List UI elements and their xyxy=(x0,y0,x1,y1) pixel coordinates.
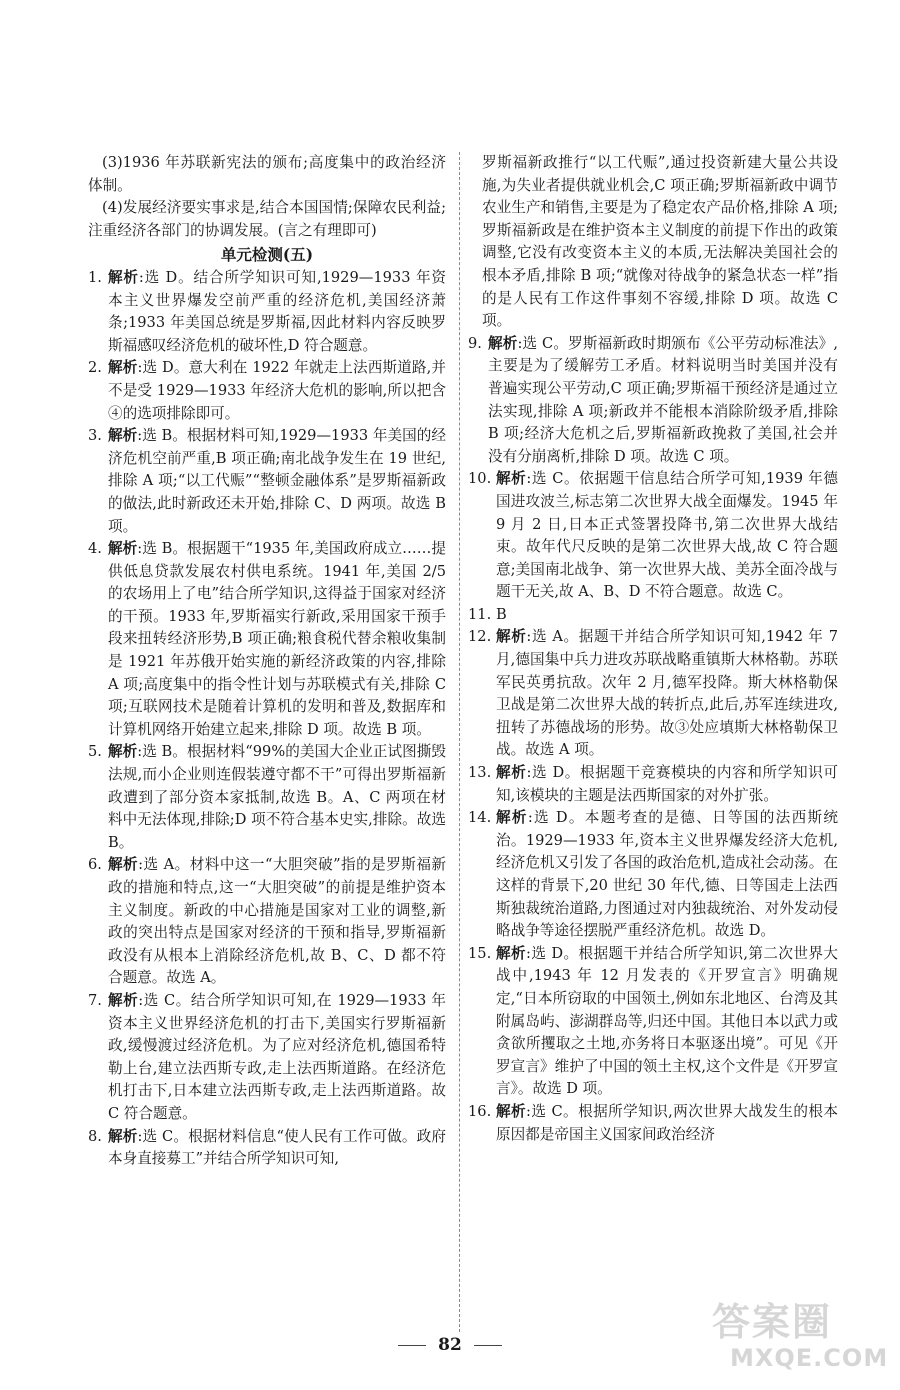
answer-number: 7. xyxy=(88,991,102,1009)
answer-item xyxy=(88,854,446,990)
answer-number: 10. xyxy=(468,470,492,488)
answer-number: 2. xyxy=(88,359,102,377)
answer-text: :选 C。根据材料信息“使人民有工作可做。政府本身直接募工”并结合所学知识可知, xyxy=(108,1127,446,1168)
answer-number: 8. xyxy=(88,1127,102,1145)
answer-number: 13. xyxy=(468,764,492,782)
continuation-paragraph: 罗斯福新政推行“以工代赈”,通过投资新建大量公共设施,为失业者提供就业机会,C 项正确;罗斯福新政中调节农业生产和销售,主要是为了稳定农产品价格,排除 A 项;罗斯福新政是在维护资本主义制度的前提下作出的政策调整,它没有改变资本主义的本质,无法解决美国社会的根本矛盾,排除 B 项;“就像对待战争的紧急状态一样”指的是人民有工作这件事刻不容缓,排除 D 项。故选 C 项。 xyxy=(482,154,838,330)
answer-item xyxy=(88,357,446,425)
column-divider xyxy=(459,152,460,1332)
left-answer-list xyxy=(88,267,446,1171)
answer-item xyxy=(468,468,838,604)
answer-item xyxy=(88,741,446,854)
answer-label: 解析 xyxy=(496,764,527,782)
answer-item xyxy=(88,990,446,1126)
answer-label: 解析 xyxy=(108,743,138,761)
answer-label: 解析 xyxy=(108,540,138,558)
footer-dash-right xyxy=(474,1345,502,1346)
answer-text: :选 B。根据材料“99%的美国大企业正试图撕毁法规,而小企业则连假装遵守都不干”可得出罗斯福新政遭到了部分资本家抵制,故选 B。A、C 两项在材料中无法体现,排除;D 项不符合基本史实,排除。故选 B。 xyxy=(108,743,446,851)
left-column xyxy=(88,152,446,1171)
answer-text: B xyxy=(496,605,507,623)
answer-number: 5. xyxy=(88,743,102,761)
intro-paragraph-1: (3)1936 年苏联新宪法的颁布;高度集中的政治经济体制。 xyxy=(88,154,446,194)
answer-body xyxy=(108,990,446,1126)
answer-number: 1. xyxy=(88,268,102,286)
answer-body xyxy=(108,425,446,538)
answer-body xyxy=(108,357,446,425)
answer-label: 解析 xyxy=(496,628,527,646)
answer-text: :选 B。根据题干“1935 年,美国政府成立……提供低息贷款发展农村供电系统。1941 年,美国 2/5 的农场用上了电”结合所学知识,这得益于国家对经济的干预。1933 年,罗斯福实行新政,采用国家干预手段来扭转经济形势,B 项正确;粮食税代替余粮收集制是 1921 年苏俄开始实施的新经济政策的内容,排除 A 项;高度集中的指令性计划与苏联模式有关,排除 C 项;互联网技术是随着计算机的发明和普及,数据库和计算机网络开始建立起来,排除 D 项。故选 B 项。 xyxy=(108,540,446,738)
answer-number: 6. xyxy=(88,856,102,874)
answer-body xyxy=(488,333,838,469)
page-number: 82 xyxy=(438,1335,462,1355)
answer-item xyxy=(88,267,446,357)
right-column xyxy=(468,152,838,1146)
answer-text: :选 C。依据题干信息结合所学可知,1939 年德国进攻波兰,标志第二次世界大战全面爆发。1945 年 9 月 2 日,日本正式签署投降书,第二次世界大战结束。故年代尺反映的是第二次世界大战,故 C 符合题意;美国南北战争、第一次世界大战、美苏全面冷战与题干无关,故 A、B、D 不符合题意。故选 C。 xyxy=(496,470,838,601)
answer-item xyxy=(88,425,446,538)
answer-number: 4. xyxy=(88,540,102,558)
answer-item xyxy=(468,333,838,469)
answer-body xyxy=(496,1101,838,1146)
answer-item xyxy=(468,1101,838,1146)
answer-body xyxy=(108,854,446,990)
answer-item xyxy=(88,538,446,741)
answer-label: 解析 xyxy=(496,1102,527,1120)
answer-text: :选 B。根据材料可知,1929—1933 年美国的经济危机空前严重,B 项正确;南北战争发生在 19 世纪,排除 A 项;“以工代赈”“整顿金融体系”是罗斯福新政的做法,此时新政还未开始,排除 C、D 两项。故选 B 项。 xyxy=(108,427,446,535)
watermark-line-2: MXQE.COM xyxy=(730,1344,889,1372)
answer-number: 14. xyxy=(468,809,492,827)
answer-text: :选 D。意大利在 1922 年就走上法西斯道路,并不是受 1929—1933 年经济大危机的影响,所以把含④的选项排除即可。 xyxy=(108,359,446,422)
watermark-logo xyxy=(712,1300,889,1380)
answer-body xyxy=(496,807,838,943)
answer-number: 11. xyxy=(468,605,492,623)
answer-body xyxy=(496,468,838,604)
answer-body xyxy=(108,267,446,357)
answer-label: 解析 xyxy=(496,809,528,827)
answer-body xyxy=(108,741,446,854)
answer-text: :选 A。据题干并结合所学知识可知,1942 年 7 月,德国集中兵力进攻苏联战略重镇斯大林格勒。苏联军民英勇抗敌。次年 2 月,德军投降。斯大林格勒保卫战是第二次世界大战的转折点,此后,苏军连续进攻,扭转了苏德战场的形势。故③处应填斯大林格勒保卫战。故选 A 项。 xyxy=(496,628,838,759)
intro-paragraph-2: (4)发展经济要实事求是,结合本国国情;保障农民利益;注重经济各部门的协调发展。(言之有理即可) xyxy=(88,199,446,239)
answer-item xyxy=(88,1126,446,1171)
answer-label: 解析 xyxy=(108,1127,138,1145)
answer-number: 16. xyxy=(468,1102,492,1120)
answer-number: 9. xyxy=(468,334,482,352)
answer-number: 15. xyxy=(468,944,492,962)
answer-body xyxy=(108,1126,446,1171)
answer-body xyxy=(496,762,838,807)
answer-body xyxy=(496,626,838,762)
right-answer-list xyxy=(468,333,838,1146)
footer-dash-left xyxy=(398,1345,426,1346)
watermark-line-1: 答案圈 xyxy=(712,1300,833,1344)
answer-item xyxy=(468,943,838,1101)
answer-label: 解析 xyxy=(108,991,139,1009)
answer-text: :选 D。本题考查的是德、日等国的法西斯统治。1929—1933 年,资本主义世界爆发经济大危机,经济危机又引发了各国的政治危机,造成社会动荡。在这样的背景下,20 世纪 30 年代,德、日等国走上法西斯独裁统治道路,力图通过对内独裁统治、对外发动侵略战争等途径摆脱严重经济危机。故选 D。 xyxy=(496,809,838,940)
answer-item xyxy=(468,604,838,627)
answer-item xyxy=(468,807,838,943)
answer-label: 解析 xyxy=(108,856,139,874)
answer-label: 解析 xyxy=(496,944,526,962)
answer-text: :选 C。结合所学知识可知,在 1929—1933 年资本主义世界经济危机的打击下,美国实行罗斯福新政,缓慢渡过经济危机。为了应对经济危机,德国希特勒上台,建立法西斯专政,走上法西斯道路。在经济危机打击下,日本建立法西斯专政,走上法西斯道路。故 C 符合题意。 xyxy=(108,991,446,1122)
answer-number: 3. xyxy=(88,427,102,445)
answer-item xyxy=(468,762,838,807)
answer-label: 解析 xyxy=(108,268,139,286)
answer-text: :选 D。结合所学知识可知,1929—1933 年资本主义世界爆发空前严重的经济危机,美国经济萧条;1933 年美国总统是罗斯福,因此材料内容反映罗斯福感叹经济危机的破坏性,D 符合题意。 xyxy=(108,268,446,354)
answer-body xyxy=(496,604,838,627)
answer-label: 解析 xyxy=(496,470,527,488)
answer-text: :选 D。根据题干并结合所学知识,第二次世界大战中,1943 年 12 月发表的《开罗宣言》明确规定,“日本所窃取的中国领土,例如东北地区、台湾及其附属岛屿、澎湖群岛等,归还中国。其他日本以武力或贪欲所攫取之土地,亦务将日本驱逐出境”。可见《开罗宣言》维护了中国的领土主权,这个文件是《开罗宣言》。故选 D 项。 xyxy=(496,944,838,1098)
answer-text: :选 C。根据所学知识,两次世界大战发生的根本原因都是帝国主义国家间政治经济 xyxy=(496,1102,838,1143)
answer-text: :选 D。根据题干竞赛模块的内容和所学知识可知,该模块的主题是法西斯国家的对外扩张。 xyxy=(496,764,838,804)
answer-label: 解析 xyxy=(108,427,138,445)
answer-body xyxy=(496,943,838,1101)
answer-item xyxy=(468,626,838,762)
answer-number: 12. xyxy=(468,628,492,646)
answer-text: :选 C。罗斯福新政时期颁布《公平劳动标准法》,主要是为了缓解劳工矛盾。材料说明当时美国并没有普遍实现公平劳动,C 项正确;罗斯福干预经济是通过立法实现,排除 A 项;新政并不能根本消除阶级矛盾,排除 B 项;经济大危机之后,罗斯福新政挽救了美国,社会并没有分崩离析,排除 D 项。故选 C 项。 xyxy=(488,334,838,465)
section-title: 单元检测(五) xyxy=(220,245,314,265)
answer-text: :选 A。材料中这一“大胆突破”指的是罗斯福新政的措施和特点,这一“大胆突破”的前提是维护资本主义制度。新政的中心措施是国家对工业的调整,新政的突出特点是国家对经济的干预和指导,罗斯福新政没有从根本上消除经济危机,故 B、C、D 都不符合题意。故选 A。 xyxy=(108,856,446,987)
answer-body xyxy=(108,538,446,741)
answer-label: 解析 xyxy=(108,359,138,377)
answer-label: 解析 xyxy=(488,334,518,352)
